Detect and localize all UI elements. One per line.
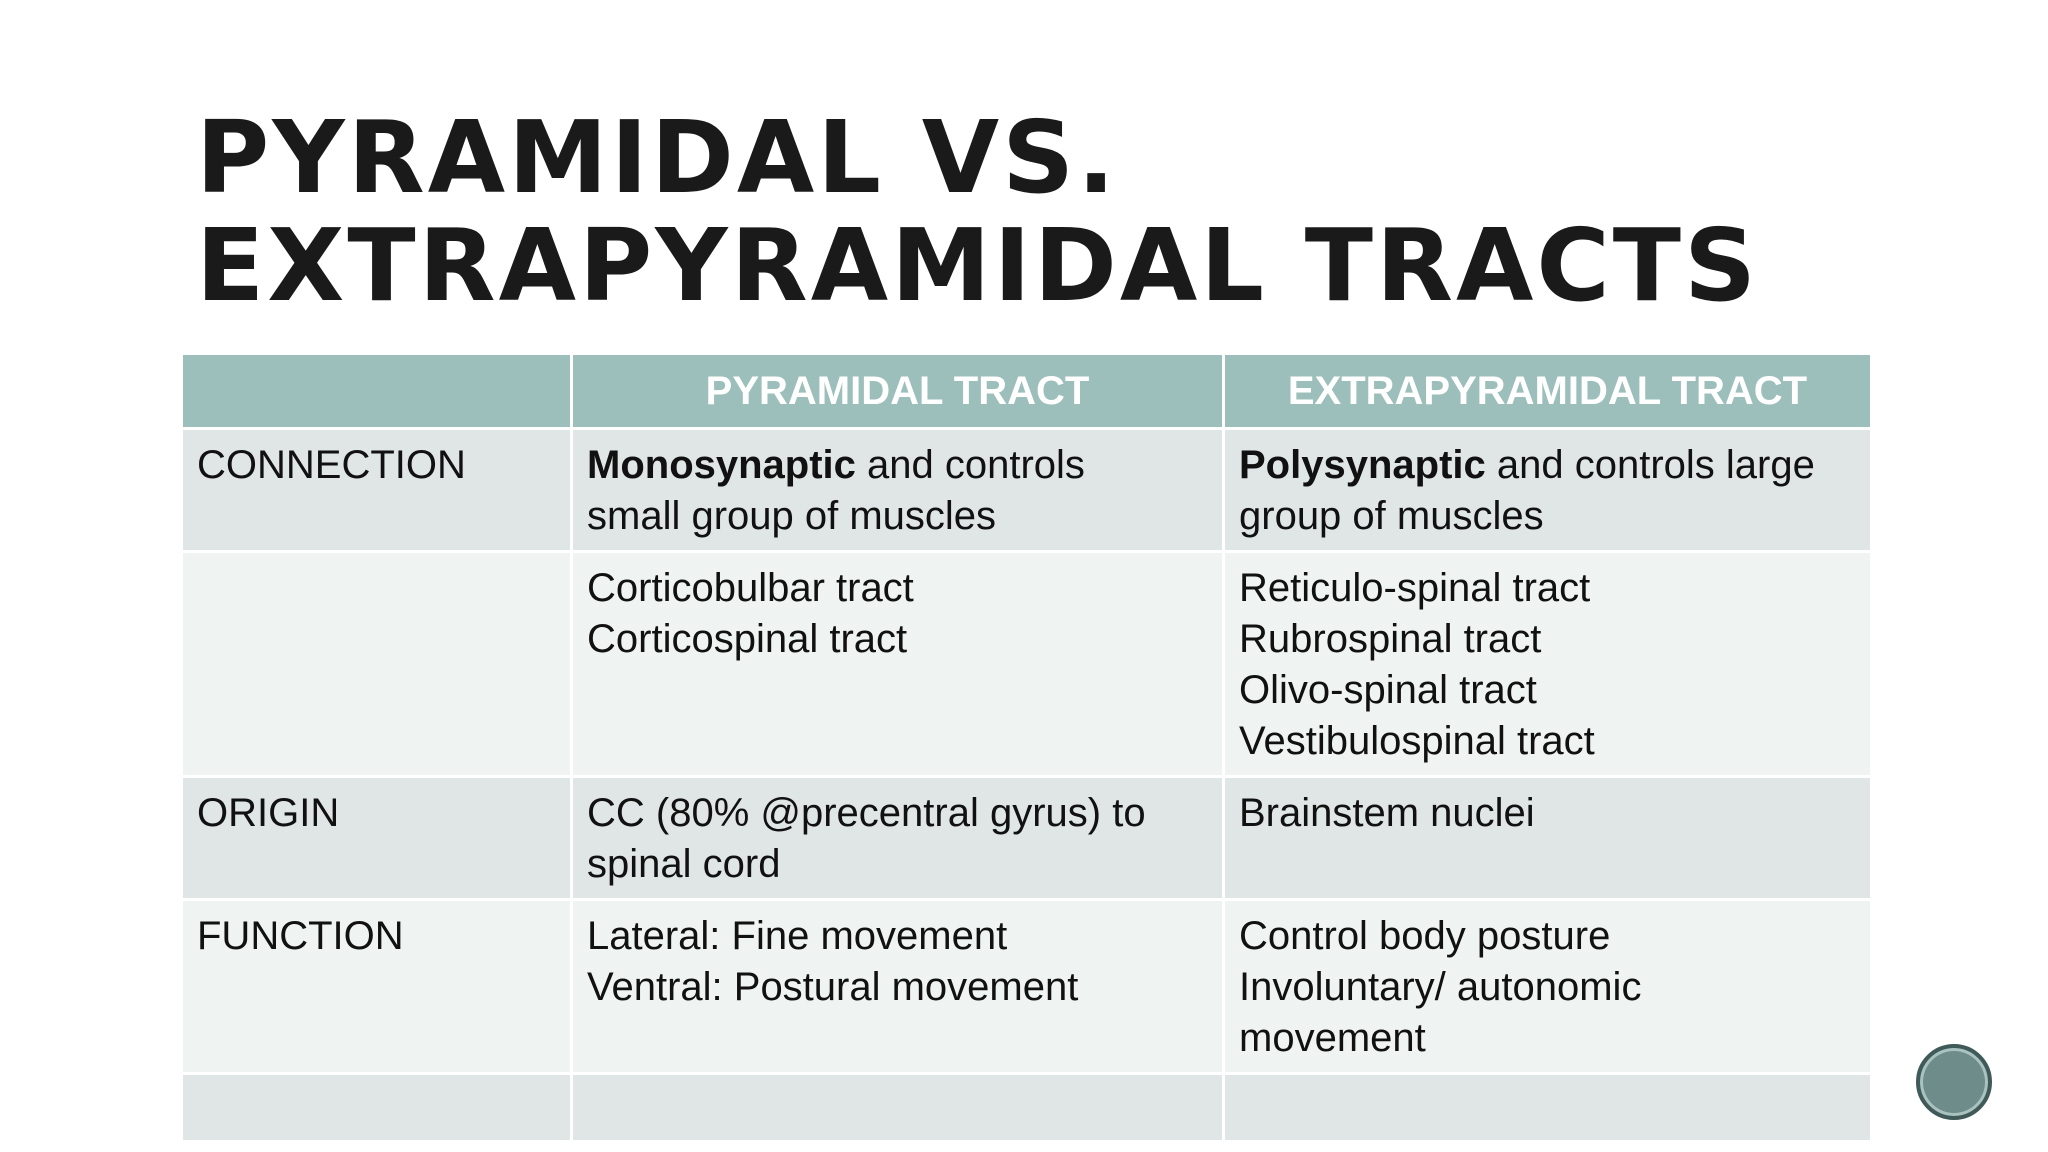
- row-label-function: FUNCTION: [182, 900, 572, 1074]
- table-row-connection: [182, 429, 1872, 552]
- row-label-empty: [182, 552, 572, 777]
- empty-cell: [182, 1074, 572, 1142]
- cell-line: Brainstem nuclei: [1239, 791, 1535, 835]
- cell-line: Olivo-spinal tract: [1239, 668, 1537, 712]
- cell-origin-pyramidal: [572, 777, 1224, 900]
- cell-line: spinal cord: [587, 842, 781, 886]
- cell-line: CC (80% @precentral gyrus) to: [587, 791, 1146, 835]
- cell-line: Vestibulospinal tract: [1239, 719, 1595, 763]
- cell-line: [1239, 440, 1856, 491]
- cell-line: movement: [1239, 1016, 1426, 1060]
- title-line-1: PYRAMIDAL VS.: [196, 99, 1119, 216]
- header-extrapyramidal-tract: EXTRAPYRAMIDAL TRACT: [1224, 354, 1872, 429]
- cell-origin-extrapyramidal: [1224, 777, 1872, 900]
- cell-line: Involuntary/ autonomic: [1239, 965, 1642, 1009]
- empty-cell: [572, 1074, 1224, 1142]
- table-row-empty: [182, 1074, 1872, 1142]
- table-row-function: [182, 900, 1872, 1074]
- cell-function-extrapyramidal: [1224, 900, 1872, 1074]
- table-header-row: [182, 354, 1872, 429]
- header-cell-empty: [182, 354, 572, 429]
- slide-title: [196, 99, 1759, 324]
- cell-text: and controls large: [1485, 443, 1815, 487]
- empty-cell: [1224, 1074, 1872, 1142]
- cell-function-pyramidal: [572, 900, 1224, 1074]
- cell-line: Control body posture: [1239, 914, 1611, 958]
- table-row-origin: [182, 777, 1872, 900]
- row-label-connection: CONNECTION: [182, 429, 572, 552]
- cell-line: small group of muscles: [587, 494, 997, 538]
- comparison-table: [180, 352, 1873, 1143]
- cell-line: [587, 440, 1208, 491]
- cell-connection-extrapyramidal: [1224, 429, 1872, 552]
- row-label-origin: ORIGIN: [182, 777, 572, 900]
- cell-line: Ventral: Postural movement: [587, 965, 1079, 1009]
- cell-line: Reticulo-spinal tract: [1239, 566, 1591, 610]
- cell-text: and controls: [855, 443, 1085, 487]
- bold-term: Monosynaptic: [587, 443, 856, 487]
- table-row-tracts: [182, 552, 1872, 777]
- circle-nav-icon[interactable]: [1916, 1044, 1992, 1120]
- cell-line: Corticospinal tract: [587, 617, 908, 661]
- bold-term: Polysynaptic: [1239, 443, 1486, 487]
- cell-line: Corticobulbar tract: [587, 566, 914, 610]
- cell-tracts-extrapyramidal: [1224, 552, 1872, 777]
- cell-line: Rubrospinal tract: [1239, 617, 1542, 661]
- cell-line: group of muscles: [1239, 494, 1544, 538]
- cell-tracts-pyramidal: [572, 552, 1224, 777]
- header-pyramidal-tract: PYRAMIDAL TRACT: [572, 354, 1224, 429]
- cell-line: Lateral: Fine movement: [587, 914, 1008, 958]
- cell-connection-pyramidal: [572, 429, 1224, 552]
- title-line-2: EXTRAPYRAMIDAL TRACTS: [196, 207, 1759, 324]
